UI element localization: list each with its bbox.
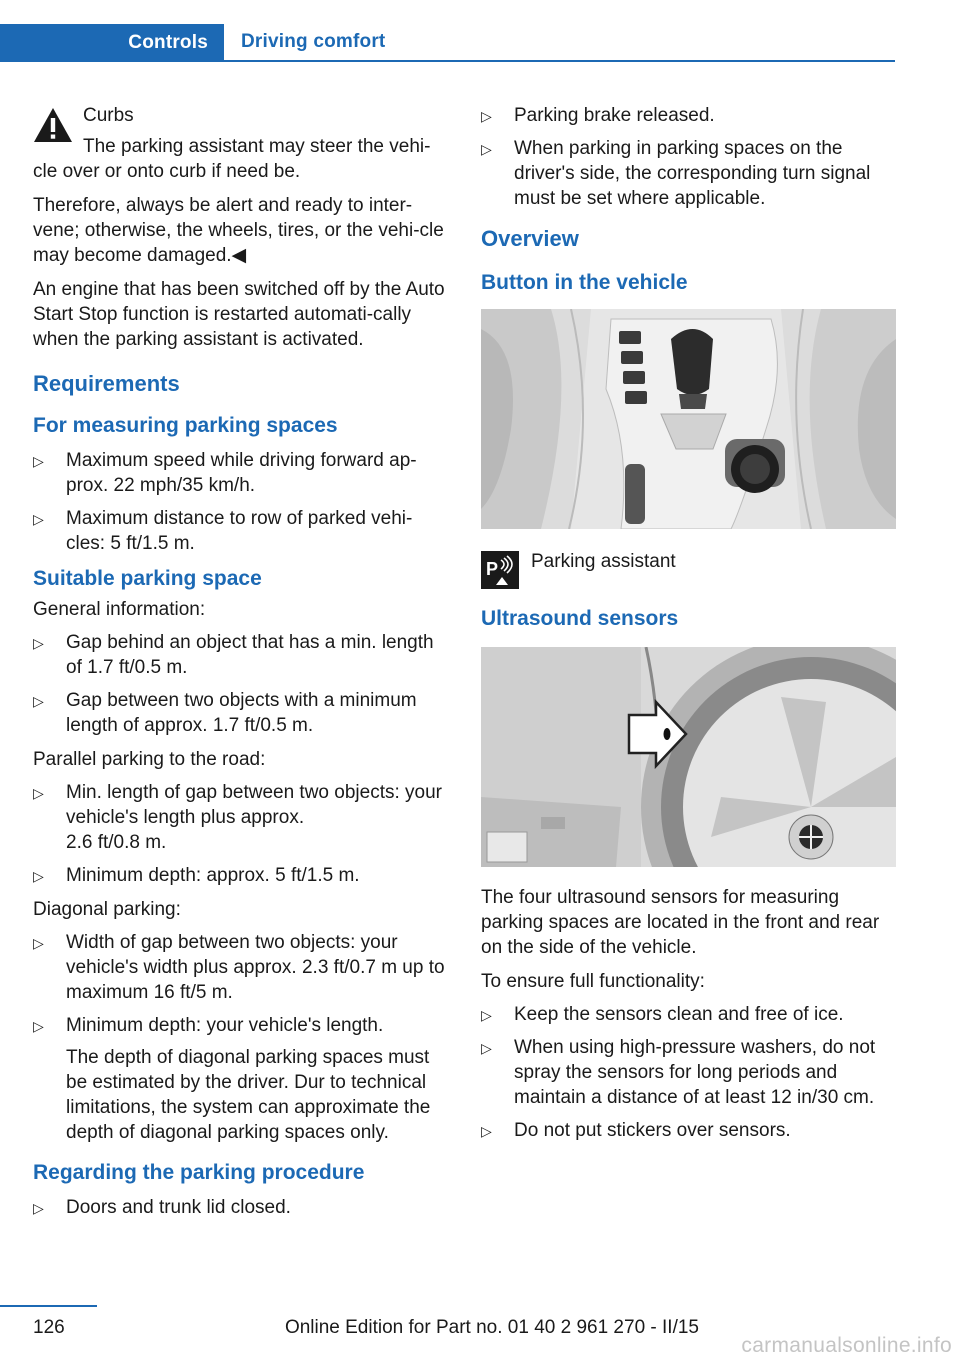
triangle-bullet-icon: ▷ <box>33 935 44 951</box>
triangle-bullet-icon: ▷ <box>33 635 44 651</box>
list-item: ▷ Parking brake released. <box>481 103 896 128</box>
warning-line: The parking assistant may steer the vehi‐ <box>83 136 431 157</box>
heading-overview: Overview <box>481 226 579 251</box>
heading-procedure: Regarding the parking procedure <box>33 1161 365 1184</box>
header-rule <box>0 60 895 62</box>
warning-block <box>33 103 449 159</box>
procedure-list-left <box>33 1195 449 1220</box>
parking-assistant-caption <box>481 551 896 589</box>
engine-paragraph: An engine that has been switched off by the Auto Start Stop function is restarted automati‐cally when the parking assistant is activated. <box>33 279 445 350</box>
triangle-bullet-icon: ▷ <box>481 1007 492 1023</box>
svg-text:P: P <box>486 559 499 579</box>
list-item: ▷ Width of gap between two objects: your vehicle's width plus approx. 2.3 ft/0.7 m up to maximum 16 ft/5 m. <box>33 932 445 1003</box>
list-item: ▷ Minimum depth: approx. 5 ft/1.5 m. <box>33 863 449 888</box>
diagonal-label: Diagonal parking: <box>33 899 181 920</box>
list-item: ▷ Do not put stickers over sensors. <box>481 1118 896 1143</box>
edition-note: Online Edition for Part no. 01 40 2 961 270 - II/15 <box>284 1317 699 1338</box>
general-label: General information: <box>33 599 206 620</box>
tab-controls[interactable]: Controls <box>0 24 224 62</box>
warning-title: Curbs <box>83 105 134 126</box>
list-item: ▷ Doors and trunk lid closed. <box>33 1195 449 1220</box>
measuring-list <box>33 448 449 556</box>
functionality-label: To ensure full functionality: <box>481 971 705 992</box>
console-image <box>481 309 896 529</box>
list-item: ▷ Maximum distance to row of parked vehi‐cles: 5 ft/1.5 m. <box>33 508 413 554</box>
list-item: ▷ Keep the sensors clean and free of ice. <box>481 1002 896 1027</box>
caption-label: Parking assistant <box>531 551 676 572</box>
diagonal-note: The depth of diagonal parking spaces must be estimated by the driver. Dur to technical limitations, the system can approximate the depth of diagonal parking spaces only. <box>66 1047 431 1143</box>
triangle-bullet-icon: ▷ <box>33 785 44 801</box>
wheel-image <box>481 647 896 867</box>
triangle-bullet-icon: ▷ <box>481 108 492 124</box>
diagonal-list <box>33 930 449 1145</box>
triangle-bullet-icon: ▷ <box>33 1018 44 1034</box>
sensors-paragraph: The four ultrasound sensors for measuring parking spaces are located in the front and rear on the side of the vehicle. <box>481 887 880 958</box>
heading-requirements: Requirements <box>33 371 180 396</box>
parallel-label: Parallel parking to the road: <box>33 749 266 770</box>
heading-ultrasound: Ultrasound sensors <box>481 607 679 630</box>
heading-suitable: Suitable parking space <box>33 567 262 590</box>
list-item: ▷ Min. length of gap between two objects: your vehicle's length plus approx. 2.6 ft/0.8 m. <box>33 782 443 853</box>
general-list <box>33 630 449 738</box>
triangle-bullet-icon: ▷ <box>33 1200 44 1216</box>
triangle-bullet-icon: ▷ <box>481 1123 492 1139</box>
triangle-bullet-icon: ▷ <box>33 511 44 527</box>
triangle-bullet-icon: ▷ <box>33 453 44 469</box>
heading-measuring: For measuring parking spaces <box>33 414 338 437</box>
tab-driving-comfort[interactable]: Driving comfort <box>241 31 386 52</box>
footer-rule <box>0 1305 97 1307</box>
parallel-list <box>33 780 449 888</box>
page-number: 126 <box>33 1317 65 1338</box>
parking-assistant-icon[interactable] <box>481 551 519 589</box>
page-header <box>0 24 895 62</box>
triangle-bullet-icon: ▷ <box>481 141 492 157</box>
list-item: ▷ Maximum speed while driving forward ap‐prox. 22 mph/35 km/h. <box>33 450 417 496</box>
heading-button: Button in the vehicle <box>481 271 688 294</box>
right-column <box>481 103 896 1152</box>
list-item: ▷ When parking in parking spaces on the driver's side, the corresponding turn signal must be set where applicable. <box>481 138 871 209</box>
triangle-bullet-icon: ▷ <box>481 1040 492 1056</box>
procedure-list-right <box>481 103 896 211</box>
warning-triangle-icon <box>33 107 73 143</box>
warning-text: cle over or onto curb if need be. <box>33 161 301 182</box>
functionality-list <box>481 1002 896 1143</box>
watermark: carmanualsonline.info <box>741 1334 952 1357</box>
list-item: ▷ Minimum depth: your vehicle's length. The depth of diagonal parking spaces must be estimated by the driver. Dur to technical limitations, the system can approximate the depth of diagonal parking spaces only. <box>33 1013 449 1145</box>
list-item: ▷ When using high-pressure washers, do not spray the sensors for long periods and maintain a distance of at least 12 in/30 cm. <box>481 1037 876 1108</box>
triangle-bullet-icon: ▷ <box>33 693 44 709</box>
list-item: ▷ Gap between two objects with a minimum length of approx. 1.7 ft/0.5 m. <box>33 690 417 736</box>
left-column <box>33 103 449 1229</box>
warning-text-2: Therefore, always be alert and ready to inter‐vene; otherwise, the wheels, tires, or the vehi‐cle may become damaged.◀ <box>33 195 444 266</box>
triangle-bullet-icon: ▷ <box>33 868 44 884</box>
list-item: ▷ Gap behind an object that has a min. length of 1.7 ft/0.5 m. <box>33 632 434 678</box>
